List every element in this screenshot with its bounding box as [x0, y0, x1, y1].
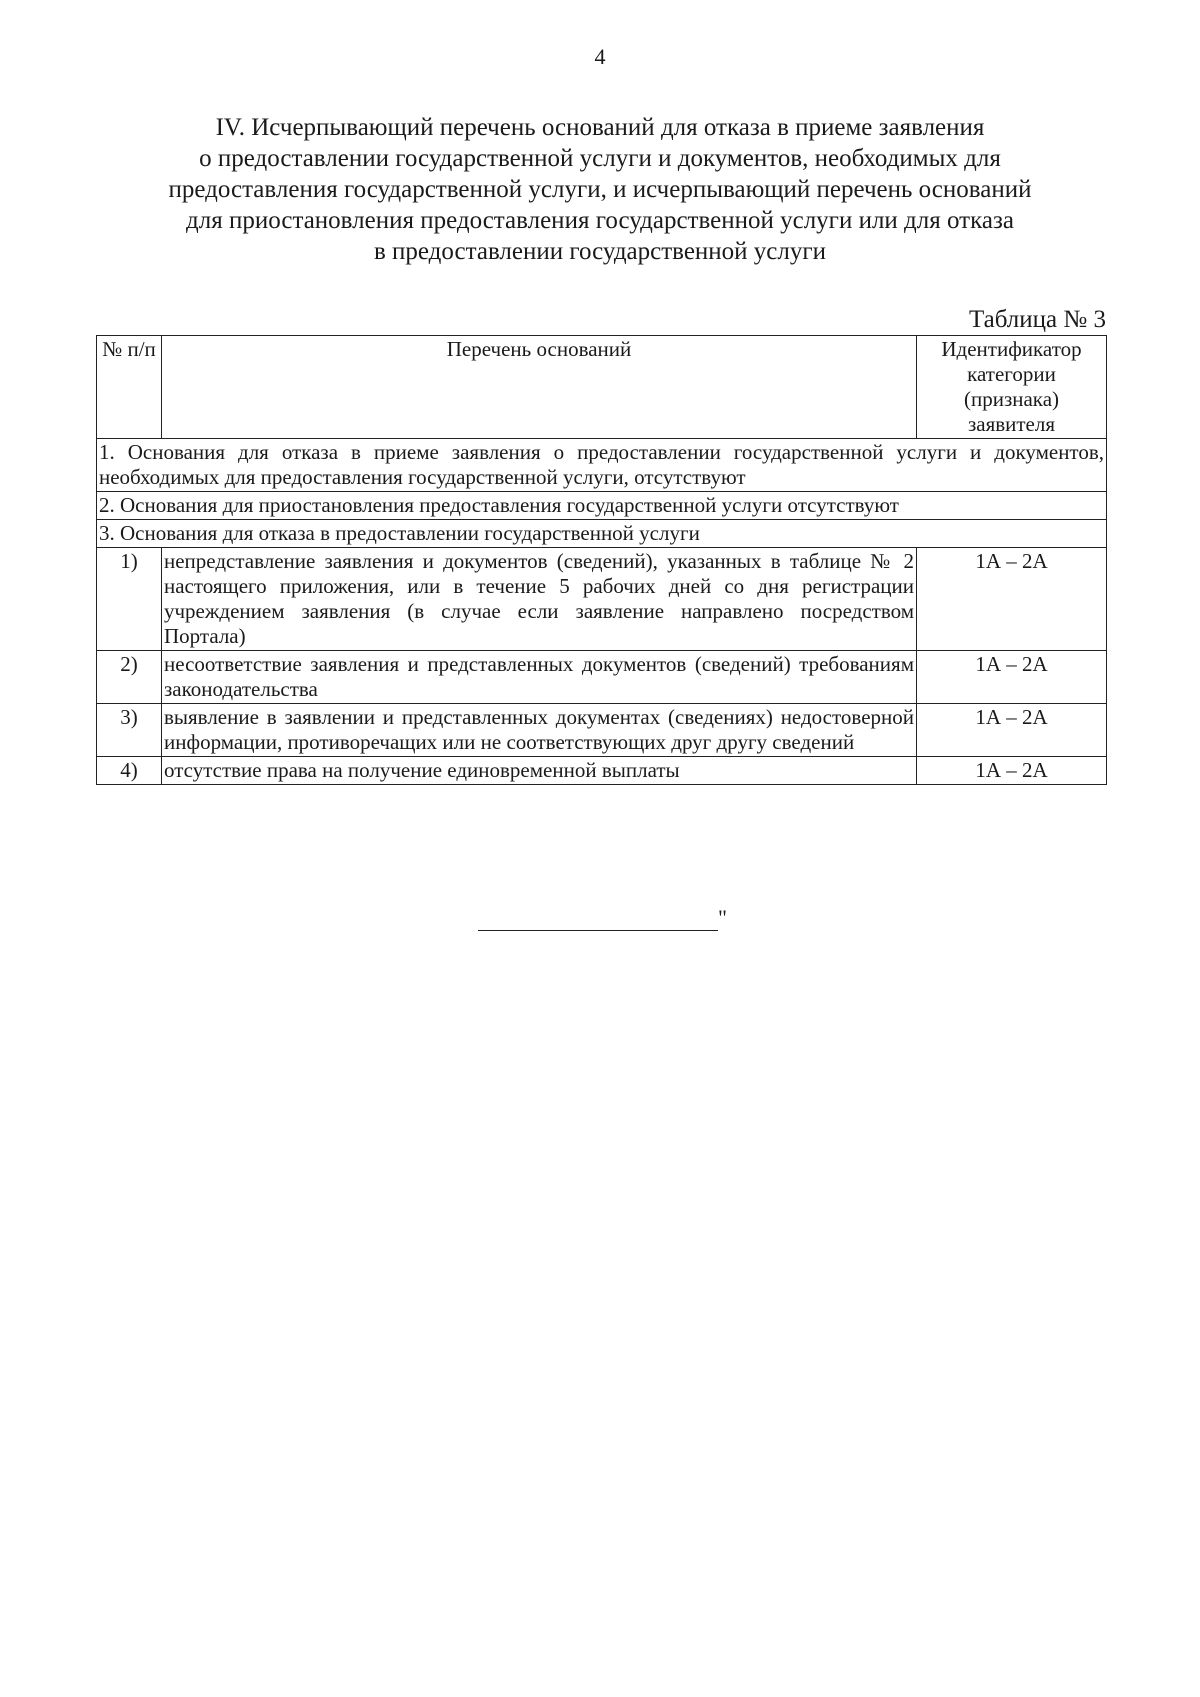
table-caption: Таблица № 3 — [968, 306, 1106, 333]
table-row — [97, 548, 1107, 651]
closing-quote: " — [718, 905, 727, 930]
row-reason: отсутствие права на получение единовременной выплаты — [162, 757, 917, 785]
section-title-line: предоставления государственной услуги, и исчерпывающий перечень оснований — [168, 176, 1032, 203]
row-reason: несоответствие заявления и представленных документов (сведений) требованиям законодательства — [162, 651, 917, 704]
row-num: 2) — [97, 651, 162, 704]
section-title-line: в предоставлении государственной услуги — [373, 238, 827, 265]
section-title-line: IV. Исчерпывающий перечень оснований для отказа в приеме заявления — [215, 114, 985, 141]
page-number: 4 — [594, 44, 606, 69]
section-title-line: о предоставлении государственной услуги и документов, необходимых для — [199, 145, 1001, 172]
row-identifier: 1А – 2А — [917, 704, 1107, 757]
header-reasons: Перечень оснований — [162, 336, 917, 439]
row-num: 1) — [97, 548, 162, 651]
row-reason: непредставление заявления и документов (сведений), указанных в таблице № 2 настоящего приложения, или в течение 5 рабочих дней со дня регистрации учреждением заявления (в случае если заявление направлено посредством Портала) — [162, 548, 917, 651]
row-num: 3) — [97, 704, 162, 757]
row-num: 4) — [97, 757, 162, 785]
group-2: 2. Основания для приостановления предоставления государственной услуги отсутствуют — [97, 492, 1107, 520]
grounds-table — [96, 335, 1107, 785]
group-row — [97, 439, 1107, 492]
section-title — [100, 112, 1100, 267]
row-identifier: 1А – 2А — [917, 757, 1107, 785]
row-identifier: 1А – 2А — [917, 548, 1107, 651]
table-header-row — [97, 336, 1107, 439]
row-identifier: 1А – 2А — [917, 651, 1107, 704]
header-identifier: Идентификатор категории (признака) заявителя — [917, 336, 1107, 439]
group-row — [97, 492, 1107, 520]
row-reason: выявление в заявлении и представленных документах (сведениях) недостоверной информации, противоречащих или не соответствующих друг другу сведений — [162, 704, 917, 757]
table-row — [97, 651, 1107, 704]
group-row — [97, 520, 1107, 548]
group-3: 3. Основания для отказа в предоставлении государственной услуги — [97, 520, 1107, 548]
section-title-line: для приостановления предоставления государственной услуги или для отказа — [186, 207, 1014, 234]
table-row — [97, 757, 1107, 785]
group-1: 1. Основания для отказа в приеме заявления о предоставлении государственной услуги и документов, необходимых для предоставления государственной услуги, отсутствуют — [97, 439, 1107, 492]
table-row — [97, 704, 1107, 757]
header-num: № п/п — [97, 336, 162, 439]
closing-line — [478, 930, 718, 931]
